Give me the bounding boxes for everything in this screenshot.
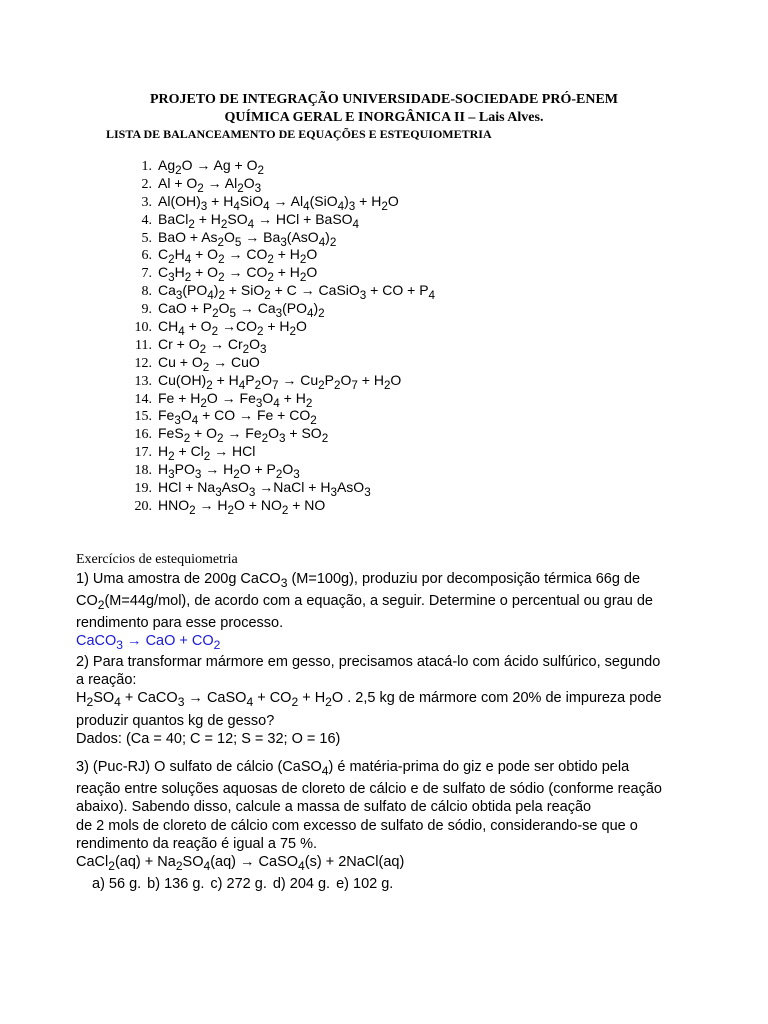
equation-number: 10. (134, 320, 152, 336)
exercise-2 (76, 653, 716, 748)
answer-option: b) 136 g. (147, 876, 205, 892)
equation-number: 5. (141, 230, 152, 246)
equation-text: $H_2 + Cl_2$ → HCl (158, 443, 256, 464)
equation-item (100, 336, 435, 354)
exercise-1-line: 1) Uma amostra de 200g CaCO$_3$ (M=100g), produziu por decomposição térmica 66g de (76, 571, 641, 590)
equation-item (100, 407, 435, 428)
equation-item (100, 157, 435, 175)
exercise-3-line: reação entre soluções aquosas de cloreto de cálcio e de sulfato de sódio (conforme reação (76, 781, 662, 798)
equation-text: $C_3H_2 + O_2 \to CO_2 + H_2O$ (158, 264, 318, 285)
equation-text: $Cu(OH)_2 + H_4P_2O_7 \to Cu_2P_2O_7 + H_2O$ (158, 371, 402, 392)
equation-text: BaO + $As_2O_5 \to Ba_3(AsO_4)_2$ (158, 228, 337, 249)
equation-number: 6. (141, 248, 152, 264)
equation-number: 12. (134, 355, 152, 371)
equation-item (100, 246, 435, 267)
exercise-3-line: CaCl$_2$(aq) + $Na_2SO_4(aq)$ → CaSO$_4$(s) + 2NaCl(aq) (76, 853, 405, 873)
equation-list (100, 157, 435, 515)
equation-item (100, 425, 435, 446)
exercise-1-line: $CO_2(M=44g/mol)$, de acordo com a equação, a seguir. Determine o percentual ou grau de (76, 593, 653, 612)
exercise-2-line: produzir quantos kg de gesso? (76, 712, 275, 729)
equation-number: 2. (141, 176, 152, 192)
equation-item (100, 300, 435, 318)
equation-item (100, 354, 435, 372)
equation-item (100, 390, 435, 408)
equation-item (100, 372, 435, 390)
equation-number: 3. (141, 194, 152, 210)
equation-number: 20. (134, 498, 152, 514)
equation-number: 13. (134, 373, 152, 389)
equation-item (100, 229, 435, 247)
equation-item (100, 282, 436, 303)
equation-text: $Ag_2O \to Ag + O_2$ (158, 157, 264, 177)
exercise-2-line: Dados: (Ca = 40; C = 12; S = 32; O = 16) (76, 730, 341, 747)
equation-number: 18. (134, 463, 152, 479)
equation-number: 11. (135, 337, 152, 353)
header-course-title: QUÍMICA GERAL E INORGÂNICA II – Lais Alves. (224, 110, 544, 125)
equation-item (100, 175, 435, 193)
header-list-title: LISTA DE BALANCEAMENTO DE EQUAÇÕES E ESTEQUIOMETRIA (106, 127, 492, 141)
equation-text: $Al(OH)_3 + H_4SiO_4 \to Al_4(SiO_4)_3 + H_2O$ (158, 192, 399, 213)
equation-item (100, 497, 435, 515)
equation-number: 17. (134, 445, 152, 461)
equation-text: $Fe_3O_4$ + CO → $Fe + CO_2$ (158, 407, 317, 428)
equation-text: $HNO_2 \to H_2O + NO_2$ + NO (158, 496, 326, 517)
equation-item (100, 479, 435, 497)
equation-text: $FeS_2 + O_2 \to Fe_2O_3 + SO_2$ (158, 425, 329, 446)
equation-item (100, 443, 435, 464)
exercises-title: Exercícios de estequiometria (76, 552, 238, 567)
equation-number: 19. (134, 481, 152, 497)
equation-item (100, 318, 435, 336)
exercise-3-line: rendimento da reação é igual a 75 %. (76, 835, 318, 852)
equation-item (100, 461, 435, 479)
exercise-2-line: 2) Para transformar mármore em gesso, precisamos atacá-lo com ácido sulfúrico, segundo (76, 654, 661, 670)
equation-text: $H_3PO_3 \to H_2O + P_2O_3$ (158, 461, 300, 481)
answer-option: e) 102 g. (336, 876, 394, 892)
exercise-3 (76, 758, 716, 893)
equation-text: CaO + $P_2O_5 \to Ca_3(PO_4)_2$ (158, 300, 325, 320)
equation-item (100, 264, 435, 285)
exercise-3-options (76, 875, 716, 893)
exercise-1-equation: CaCO$_3$ → CaO + $CO_2$ (76, 633, 221, 653)
equation-text: $Cu + O_2$ → CuO (158, 353, 260, 374)
equation-text: BaCl$_2$ + $H_2SO_4$ → HCl + BaSO$_4$ (158, 210, 360, 231)
equation-number: 4. (141, 212, 152, 228)
exercise-3-line: de 2 mols de cloreto de cálcio com excesso de sulfato de sódio, considerando-se que o (76, 817, 638, 834)
equation-number: 14. (134, 391, 152, 407)
answer-option: d) 204 g. (272, 876, 331, 892)
exercise-3-line: abaixo). Sabendo disso, calcule a massa de sulfato de cálcio obtida pela reação (76, 799, 592, 816)
equation-text: $Ca_3(PO_4)_2 + SiO_2 + C$ → CaSiO$_3$ + CO + $P_4$ (158, 282, 436, 303)
equation-item (100, 193, 435, 211)
header-project-title: PROJETO DE INTEGRAÇÃO UNIVERSIDADE-SOCIEDADE PRÓ-ENEM (149, 92, 618, 107)
equation-text: $Cr + O_2 \to Cr_2O_3$ (158, 335, 267, 356)
answer-option: a) 56 g. (92, 876, 142, 892)
equation-text: $C_2H_4 + O_2 \to CO_2 + H_2O$ (158, 246, 318, 267)
equation-number: 9. (141, 302, 152, 318)
exercise-2-line: a reação: (76, 672, 137, 689)
equation-number: 7. (141, 266, 152, 282)
equation-number: 1. (141, 159, 152, 174)
exercise-1 (76, 570, 716, 654)
equation-item (100, 211, 435, 229)
exercise-1-line: rendimento para esse processo. (76, 615, 284, 632)
equation-number: 16. (134, 427, 152, 443)
equation-number: 8. (141, 284, 152, 300)
answer-option: c) 272 g. (210, 876, 267, 892)
equation-text: $Fe + H_2O \to Fe_3O_4 + H_2$ (158, 389, 313, 410)
exercise-3-line: 3) (Puc-RJ) O sulfato de cálcio (CaSO$_4$) é matéria-prima do giz e pode ser obtido pela (76, 759, 630, 778)
exercise-2-line: $H_2SO_4$ + CaCO$_3$ → CaSO$_4$ + $CO_2 + H_2O$ . 2,5 kg de mármore com 20% de impureza pode (76, 690, 662, 710)
equation-text: $CH_4 + O_2 \to CO_2 + H_2O$ (158, 318, 307, 338)
equation-text: $Al + O_2 \to Al_2O_3$ (158, 174, 262, 195)
equation-number: 15. (134, 409, 152, 425)
equation-text: HCl + $Na_3AsO_3$ →NaCl + $H_3AsO_3$ (158, 479, 371, 499)
